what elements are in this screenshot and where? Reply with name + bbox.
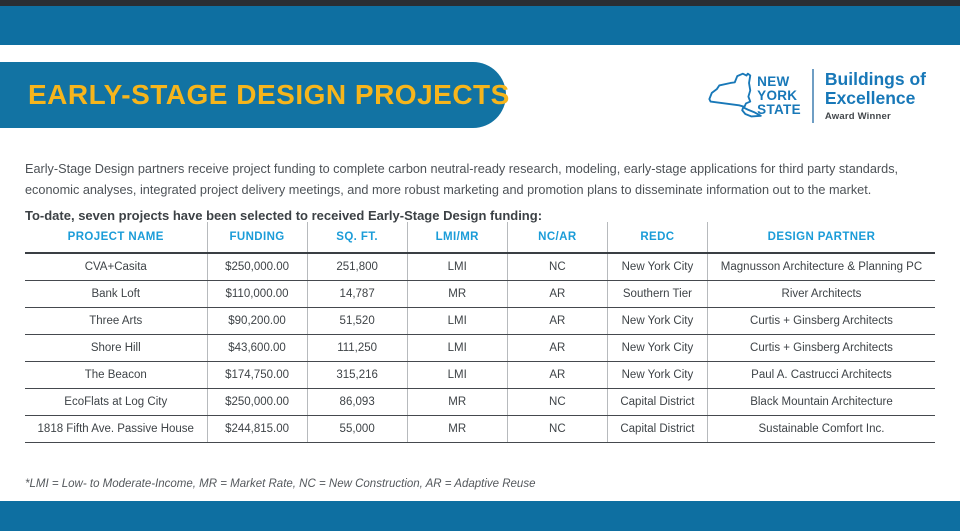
table-cell: New York City [607,335,707,362]
table-cell: Shore Hill [25,335,207,362]
table-cell: Three Arts [25,308,207,335]
table-cell: AR [507,281,607,308]
table-cell: Black Mountain Architecture [707,389,935,416]
wordmark-line: STATE [757,101,801,117]
table-cell: 1818 Fifth Ave. Passive House [25,416,207,443]
column-header: LMI/MR [407,222,507,253]
table-cell: The Beacon [25,362,207,389]
abbreviation-footnote: *LMI = Low- to Moderate-Income, MR = Market Rate, NC = New Construction, AR = Adaptive Reuse [25,477,536,490]
table-cell: Sustainable Comfort Inc. [707,416,935,443]
table-cell: $174,750.00 [207,362,307,389]
table-cell: New York City [607,362,707,389]
table-cell: New York City [607,253,707,281]
table-cell: $250,000.00 [207,253,307,281]
table-cell: MR [407,416,507,443]
table-cell: Southern Tier [607,281,707,308]
table-cell: 55,000 [307,416,407,443]
table-cell: $90,200.00 [207,308,307,335]
table-row [25,253,935,281]
table-cell: LMI [407,253,507,281]
table-row [25,389,935,416]
table-cell: $110,000.00 [207,281,307,308]
title-banner [0,62,510,128]
table-cell: EcoFlats at Log City [25,389,207,416]
table-cell: 51,520 [307,308,407,335]
table-cell: Capital District [607,416,707,443]
buildings-of-excellence-wordmark [825,70,926,122]
lead-sentence: To-date, seven projects have been selected to received Early-Stage Design funding: [25,208,543,223]
projects-table-container [25,222,935,443]
table-header-row [25,222,935,253]
column-header: REDC [607,222,707,253]
table-cell: $43,600.00 [207,335,307,362]
table-cell: River Architects [707,281,935,308]
table-cell: Curtis + Ginsberg Architects [707,335,935,362]
table-cell: MR [407,281,507,308]
table-cell: AR [507,335,607,362]
award-winner-label: Award Winner [824,110,891,122]
logo-divider [812,69,814,123]
table-cell: AR [507,362,607,389]
table-cell: MR [407,389,507,416]
column-header: SQ. FT. [307,222,407,253]
program-name-line: Buildings of [824,69,926,90]
table-cell: 315,216 [307,362,407,389]
column-header: DESIGN PARTNER [707,222,935,253]
table-cell: Paul A. Castrucci Architects [707,362,935,389]
table-row [25,362,935,389]
table-cell: $250,000.00 [207,389,307,416]
table-cell: $244,815.00 [207,416,307,443]
page-title: EARLY-STAGE DESIGN PROJECTS [28,79,510,110]
table-cell: New York City [607,308,707,335]
table-row [25,281,935,308]
wordmark-line: NEW [757,74,790,90]
table-cell: NC [507,416,607,443]
table-cell: NC [507,389,607,416]
table-cell: NC [507,253,607,281]
projects-table [25,222,935,443]
table-cell: 111,250 [307,335,407,362]
table-cell: 14,787 [307,281,407,308]
table-row [25,335,935,362]
nyserda-boe-logo [705,64,926,128]
bottom-blue-bar [0,501,960,531]
new-york-state-wordmark [757,75,801,116]
table-cell: AR [507,308,607,335]
wordmark-line: YORK [757,88,798,104]
table-cell: 86,093 [307,389,407,416]
table-cell: 251,800 [307,253,407,281]
table-cell: Capital District [607,389,707,416]
table-cell: Magnusson Architecture & Planning PC [707,253,935,281]
column-header: PROJECT NAME [25,222,207,253]
table-cell: Curtis + Ginsberg Architects [707,308,935,335]
column-header: NC/AR [507,222,607,253]
table-cell: LMI [407,362,507,389]
table-cell: LMI [407,308,507,335]
table-cell: CVA+Casita [25,253,207,281]
top-blue-bar [0,6,960,45]
table-cell: LMI [407,335,507,362]
table-row [25,308,935,335]
column-header: FUNDING [207,222,307,253]
program-name-line: Excellence [824,88,916,108]
table-row [25,416,935,443]
table-cell: Bank Loft [25,281,207,308]
intro-paragraph: Early-Stage Design partners receive project funding to complete carbon neutral-ready research, modeling, early-stage applications for third party standards, economic analyses, integrated project delivery meetings, and more robust marketing and promotion plans to disseminate information out to the market. [25,161,899,197]
